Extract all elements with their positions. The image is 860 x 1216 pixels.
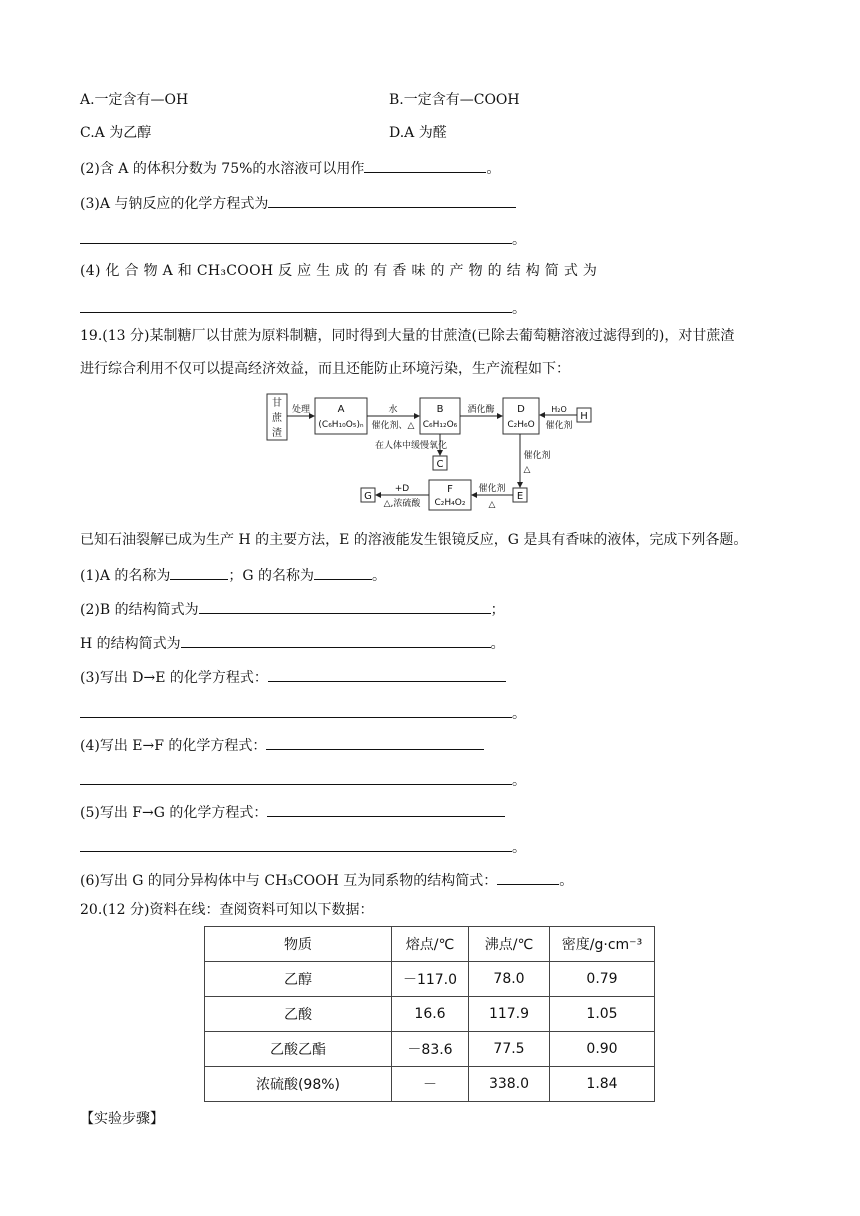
table-row	[205, 1032, 655, 1067]
option-b: B.一定含有—COOH	[389, 92, 520, 108]
cell-density: 1.84	[550, 1067, 655, 1102]
answer-blank	[266, 734, 484, 750]
q19-part4-text: (4)写出 E→F 的化学方程式：	[80, 738, 267, 754]
answer-blank	[267, 801, 505, 817]
b-label: B	[436, 404, 444, 415]
cell-substance: 乙醇	[205, 962, 392, 997]
answer-blank	[80, 702, 512, 718]
cell-substance: 浓硫酸(98%)	[205, 1067, 392, 1102]
q18-part3-line2	[80, 228, 526, 250]
q19-intro-2: 进行综合利用不仅可以提高经济效益，而且还能防止环境污染，生产流程如下：	[80, 361, 570, 377]
q18-part4-line2	[80, 297, 526, 319]
option-c: C.A 为乙醇	[80, 125, 152, 141]
answer-blank	[80, 228, 512, 244]
q19-part5	[80, 801, 505, 823]
c-label: C	[436, 459, 444, 470]
cell-melting-point: －83.6	[392, 1032, 469, 1067]
answer-blank	[170, 564, 228, 580]
answer-blank	[80, 769, 512, 785]
q19-intro-1: 19.(13 分)某制糖厂以甘蔗为原料制糖，同时得到大量的甘蔗渣(已除去葡萄糖溶液过滤得到的)，对甘蔗渣	[80, 328, 735, 344]
header-substance: 物质	[205, 927, 392, 962]
start-char-3: 渣	[272, 428, 282, 439]
q18-part2-text: (2)含 A 的体积分数为 75%的水溶液可以用作	[80, 161, 365, 177]
cell-substance: 乙酸	[205, 997, 392, 1032]
label-catalyst-e-f: 催化剂	[478, 484, 506, 494]
table-row	[205, 997, 655, 1032]
label-in-body: 在人体中缓慢氧化	[374, 441, 448, 451]
table-header-row	[205, 927, 655, 962]
q19-part3-text: (3)写出 D→E 的化学方程式：	[80, 670, 268, 686]
d-formula: C₂H₆O	[507, 420, 535, 430]
cell-substance: 乙酸乙酯	[205, 1032, 392, 1067]
period: 。	[512, 232, 526, 248]
label-plus-d: +D	[394, 484, 410, 494]
label-heat-e-f: △	[488, 500, 496, 510]
answer-blank	[181, 632, 491, 648]
q19-part4	[80, 734, 484, 756]
b-formula: C₆H₁₂O₆	[422, 420, 458, 430]
answer-blank	[497, 869, 559, 885]
cell-boiling-point: 78.0	[469, 962, 550, 997]
period: 。	[372, 568, 387, 584]
period: 。	[559, 873, 574, 889]
semicolon: ；	[490, 602, 505, 618]
q19-part1	[80, 564, 386, 586]
q19-part2	[80, 598, 505, 620]
label-jiu-hua-mei: 酒化酶	[467, 405, 495, 415]
f-formula: C₂H₄O₂	[434, 498, 466, 508]
properties-table	[204, 926, 655, 1102]
q19-part2-text-b: H 的结构简式为	[80, 636, 181, 652]
period: 。	[512, 706, 526, 722]
q18-part3-text: (3)A 与钠反应的化学方程式为	[80, 196, 269, 212]
start-char-2: 蔗	[272, 413, 282, 424]
production-flow-diagram	[265, 392, 605, 512]
label-heat-d-e: △	[523, 465, 531, 475]
h-label: H	[580, 411, 588, 422]
q18-part3	[80, 192, 516, 214]
table-row	[205, 962, 655, 997]
start-char-1: 甘	[272, 398, 282, 409]
cell-melting-point: －	[392, 1067, 469, 1102]
q19-part2-text-a: (2)B 的结构简式为	[80, 602, 199, 618]
header-boiling-point: 沸点/℃	[469, 927, 550, 962]
q19-known: 已知石油裂解已成为生产 H 的主要方法，E 的溶液能发生银镜反应，G 是具有香味的液体，完成下列各题。	[80, 532, 748, 548]
cell-boiling-point: 77.5	[469, 1032, 550, 1067]
answer-blank	[80, 297, 512, 313]
cell-melting-point: 16.6	[392, 997, 469, 1032]
option-d: D.A 为醛	[389, 125, 447, 141]
period: 。	[512, 840, 526, 856]
q18-part4: (4) 化 合 物 A 和 CH₃COOH 反 应 生 成 的 有 香 味 的 产 物 的 结 构 简 式 为	[80, 263, 598, 279]
header-density: 密度/g·cm⁻³	[550, 927, 655, 962]
label-h2o: H₂O	[551, 405, 567, 414]
cell-boiling-point: 338.0	[469, 1067, 550, 1102]
answer-blank	[268, 192, 516, 208]
q19-part2-h	[80, 632, 505, 654]
period: 。	[490, 636, 505, 652]
q19-part1-text-b: ；G 的名称为	[228, 568, 315, 584]
answer-blank	[268, 666, 506, 682]
q19-part3-line2	[80, 702, 526, 724]
label-catalyst-h-d: 催化剂	[545, 421, 573, 431]
answer-blank	[314, 564, 372, 580]
a-formula: (C₆H₁₀O₅)ₙ	[318, 420, 364, 430]
d-label: D	[517, 404, 525, 415]
period: 。	[512, 773, 526, 789]
label-chu-li: 处理	[291, 405, 311, 415]
q19-part5-line2	[80, 836, 526, 858]
header-melting-point: 熔点/℃	[392, 927, 469, 962]
q19-part1-text-a: (1)A 的名称为	[80, 568, 171, 584]
answer-blank	[364, 157, 486, 173]
label-water: 水	[388, 405, 398, 415]
label-acid-heat: △,浓硫酸	[383, 499, 421, 509]
f-label: F	[447, 484, 453, 495]
cell-density: 0.79	[550, 962, 655, 997]
label-catalyst-d-e: 催化剂	[523, 451, 551, 461]
cell-boiling-point: 117.9	[469, 997, 550, 1032]
answer-blank	[80, 836, 512, 852]
g-label: G	[364, 491, 372, 502]
e-label: E	[516, 491, 524, 502]
a-label: A	[337, 404, 345, 415]
q19-part6	[80, 869, 573, 891]
answer-blank	[199, 598, 491, 614]
q19-part6-text: (6)写出 G 的同分异构体中与 CH₃COOH 互为同系物的结构简式：	[80, 873, 498, 889]
q19-part4-line2	[80, 769, 526, 791]
label-catalyst-heat: 催化剂、△	[371, 421, 415, 431]
cell-density: 1.05	[550, 997, 655, 1032]
option-a: A.一定含有—OH	[80, 92, 189, 108]
period: 。	[486, 161, 501, 177]
table-row	[205, 1067, 655, 1102]
q18-part2	[80, 157, 500, 179]
cell-melting-point: －117.0	[392, 962, 469, 997]
q19-part3	[80, 666, 506, 688]
q19-part5-text: (5)写出 F→G 的化学方程式：	[80, 805, 268, 821]
experiment-steps-heading: 【实验步骤】	[80, 1111, 164, 1127]
period: 。	[512, 301, 526, 317]
q20-intro: 20.(12 分)资料在线：查阅资料可知以下数据：	[80, 902, 374, 918]
cell-density: 0.90	[550, 1032, 655, 1067]
